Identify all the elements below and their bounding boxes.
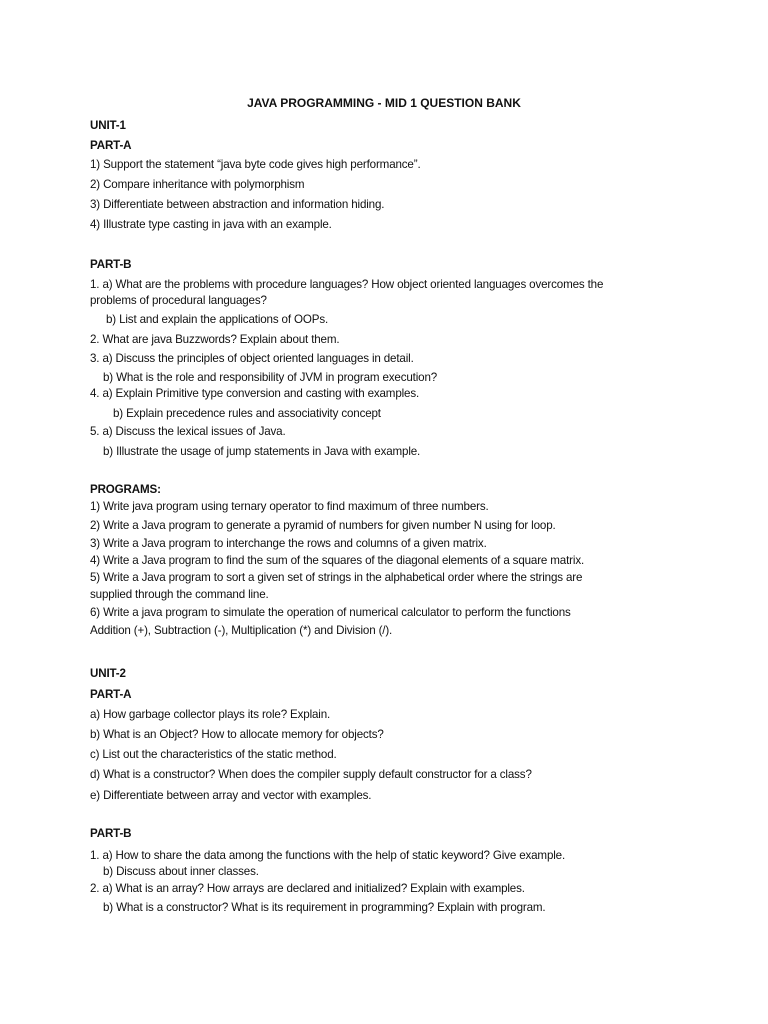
list-item: problems of procedural languages? bbox=[90, 294, 267, 307]
list-item: 5) Write a Java program to sort a given set of strings in the alphabetical order where the strings are bbox=[90, 571, 583, 584]
list-item: 3) Write a Java program to interchange the rows and columns of a given matrix. bbox=[90, 537, 487, 550]
list-item: 1. a) How to share the data among the functions with the help of static keyword? Give example. bbox=[90, 849, 566, 862]
document-title: JAVA PROGRAMMING - MID 1 QUESTION BANK bbox=[247, 96, 521, 110]
list-item: 1) Write java program using ternary operator to find maximum of three numbers. bbox=[90, 500, 489, 513]
list-item: 4) Write a Java program to find the sum of the squares of the diagonal elements of a square matrix. bbox=[90, 554, 585, 567]
list-item: 3) Differentiate between abstraction and information hiding. bbox=[90, 198, 385, 211]
list-item: a) How garbage collector plays its role? Explain. bbox=[90, 708, 331, 721]
unit-1-part-b-heading: PART-B bbox=[90, 258, 132, 271]
list-item: 2) Compare inheritance with polymorphism bbox=[90, 178, 305, 191]
list-item: 4) Illustrate type casting in java with an example. bbox=[90, 218, 332, 231]
list-item: b) List and explain the applications of OOPs. bbox=[106, 313, 329, 326]
unit-2-heading: UNIT-2 bbox=[90, 667, 126, 680]
list-item: b) What is the role and responsibility of JVM in program execution? bbox=[103, 371, 438, 384]
list-item: 1. a) What are the problems with procedure languages? How object oriented languages overcomes the bbox=[90, 278, 604, 291]
list-item: Addition (+), Subtraction (-), Multiplication (*) and Division (/). bbox=[90, 624, 393, 637]
list-item: 2. What are java Buzzwords? Explain about them. bbox=[90, 333, 340, 346]
list-item: 3. a) Discuss the principles of object oriented languages in detail. bbox=[90, 352, 414, 365]
list-item: b) What is a constructor? What is its requirement in programming? Explain with program. bbox=[103, 901, 546, 914]
list-item: d) What is a constructor? When does the compiler supply default constructor for a class? bbox=[90, 768, 532, 781]
list-item: 1) Support the statement “java byte code gives high performance”. bbox=[90, 158, 421, 171]
list-item: 2) Write a Java program to generate a pyramid of numbers for given number N using for loop. bbox=[90, 519, 556, 532]
list-item: b) What is an Object? How to allocate memory for objects? bbox=[90, 728, 384, 741]
list-item: 6) Write a java program to simulate the operation of numerical calculator to perform the functions bbox=[90, 606, 571, 619]
programs-heading: PROGRAMS: bbox=[90, 483, 161, 496]
unit-1-heading: UNIT-1 bbox=[90, 119, 126, 132]
list-item: 4. a) Explain Primitive type conversion and casting with examples. bbox=[90, 387, 420, 400]
list-item: c) List out the characteristics of the static method. bbox=[90, 748, 337, 761]
list-item: b) Discuss about inner classes. bbox=[103, 865, 259, 878]
list-item: 5. a) Discuss the lexical issues of Java. bbox=[90, 425, 286, 438]
list-item: b) Explain precedence rules and associativity concept bbox=[113, 407, 381, 420]
unit-1-part-a-heading: PART-A bbox=[90, 139, 132, 152]
list-item: 2. a) What is an array? How arrays are declared and initialized? Explain with examples. bbox=[90, 882, 525, 895]
list-item: supplied through the command line. bbox=[90, 588, 269, 601]
unit-2-part-b-heading: PART-B bbox=[90, 827, 132, 840]
list-item: e) Differentiate between array and vector with examples. bbox=[90, 789, 372, 802]
list-item: b) Illustrate the usage of jump statements in Java with example. bbox=[103, 445, 421, 458]
unit-2-part-a-heading: PART-A bbox=[90, 688, 132, 701]
